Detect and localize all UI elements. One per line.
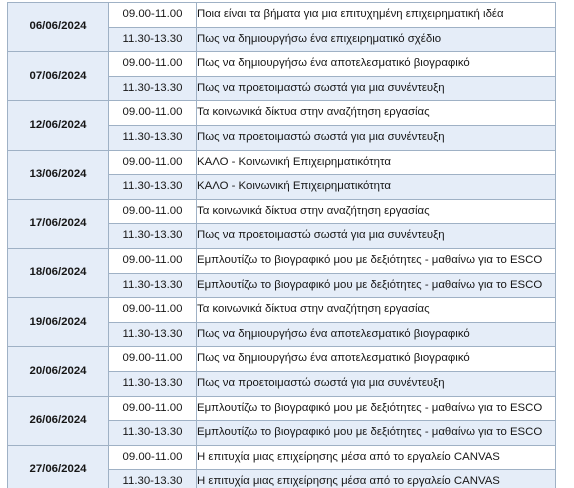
- time-cell: 09.00-11.00: [109, 101, 197, 126]
- topic-cell: Πως να δημιουργήσω ένα επιχειρηματικό σχέδιο: [197, 27, 556, 52]
- date-cell: 13/06/2024: [8, 150, 109, 199]
- time-cell: 09.00-11.00: [109, 52, 197, 77]
- topic-cell: Εμπλουτίζω το βιογραφικό μου με δεξιότητες - μαθαίνω για το ESCO: [197, 273, 556, 298]
- time-cell: 11.30-13.30: [109, 27, 197, 52]
- table-row: [8, 347, 556, 372]
- schedule-table: [7, 2, 556, 488]
- time-cell: 09.00-11.00: [109, 396, 197, 421]
- topic-cell: Η επιτυχία μιας επιχείρησης μέσα από το εργαλείο CANVAS: [197, 470, 556, 488]
- table-row: [8, 298, 556, 323]
- time-cell: 09.00-11.00: [109, 445, 197, 470]
- table-row: [8, 248, 556, 273]
- time-cell: 11.30-13.30: [109, 470, 197, 488]
- topic-cell: Πως να προετοιμαστώ σωστά για μια συνέντευξη: [197, 76, 556, 101]
- time-cell: 11.30-13.30: [109, 224, 197, 249]
- time-cell: 11.30-13.30: [109, 322, 197, 347]
- time-cell: 09.00-11.00: [109, 347, 197, 372]
- topic-cell: Πως να προετοιμαστώ σωστά για μια συνέντευξη: [197, 371, 556, 396]
- table-row: [8, 396, 556, 421]
- topic-cell: Η επιτυχία μιας επιχείρησης μέσα από το εργαλείο CANVAS: [197, 445, 556, 470]
- topic-cell: ΚΑΛΟ - Κοινωνική Επιχειρηματικότητα: [197, 150, 556, 175]
- date-cell: 27/06/2024: [8, 445, 109, 488]
- topic-cell: Ποια είναι τα βήματα για μια επιτυχημένη επιχειρηματική ιδέα: [197, 3, 556, 28]
- time-cell: 09.00-11.00: [109, 298, 197, 323]
- topic-cell: Πως να δημιουργήσω ένα αποτελεσματικό βιογραφικό: [197, 322, 556, 347]
- time-cell: 11.30-13.30: [109, 76, 197, 101]
- time-cell: 09.00-11.00: [109, 248, 197, 273]
- date-cell: 18/06/2024: [8, 248, 109, 297]
- table-row: [8, 199, 556, 224]
- table-row: [8, 150, 556, 175]
- date-cell: 20/06/2024: [8, 347, 109, 396]
- topic-cell: Εμπλουτίζω το βιογραφικό μου με δεξιότητες - μαθαίνω για το ESCO: [197, 421, 556, 446]
- date-cell: 07/06/2024: [8, 52, 109, 101]
- time-cell: 11.30-13.30: [109, 175, 197, 200]
- topic-cell: Τα κοινωνικά δίκτυα στην αναζήτηση εργασίας: [197, 298, 556, 323]
- topic-cell: Εμπλουτίζω το βιογραφικό μου με δεξιότητες - μαθαίνω για το ESCO: [197, 248, 556, 273]
- time-cell: 09.00-11.00: [109, 150, 197, 175]
- time-cell: 11.30-13.30: [109, 273, 197, 298]
- topic-cell: ΚΑΛΟ - Κοινωνική Επιχειρηματικότητα: [197, 175, 556, 200]
- topic-cell: Πως να προετοιμαστώ σωστά για μια συνέντευξη: [197, 224, 556, 249]
- table-row: [8, 101, 556, 126]
- topic-cell: Τα κοινωνικά δίκτυα στην αναζήτηση εργασίας: [197, 101, 556, 126]
- table-row: [8, 52, 556, 77]
- schedule-table-body: [8, 3, 556, 488]
- time-cell: 09.00-11.00: [109, 199, 197, 224]
- time-cell: 09.00-11.00: [109, 3, 197, 28]
- table-row: [8, 3, 556, 28]
- time-cell: 11.30-13.30: [109, 421, 197, 446]
- topic-cell: Πως να δημιουργήσω ένα αποτελεσματικό βιογραφικό: [197, 347, 556, 372]
- date-cell: 17/06/2024: [8, 199, 109, 248]
- date-cell: 19/06/2024: [8, 298, 109, 347]
- date-cell: 12/06/2024: [8, 101, 109, 150]
- topic-cell: Πως να δημιουργήσω ένα αποτελεσματικό βιογραφικό: [197, 52, 556, 77]
- time-cell: 11.30-13.30: [109, 125, 197, 150]
- time-cell: 11.30-13.30: [109, 371, 197, 396]
- date-cell: 06/06/2024: [8, 3, 109, 52]
- topic-cell: Πως να προετοιμαστώ σωστά για μια συνέντευξη: [197, 125, 556, 150]
- date-cell: 26/06/2024: [8, 396, 109, 445]
- table-row: [8, 445, 556, 470]
- topic-cell: Εμπλουτίζω το βιογραφικό μου με δεξιότητες - μαθαίνω για το ESCO: [197, 396, 556, 421]
- topic-cell: Τα κοινωνικά δίκτυα στην αναζήτηση εργασίας: [197, 199, 556, 224]
